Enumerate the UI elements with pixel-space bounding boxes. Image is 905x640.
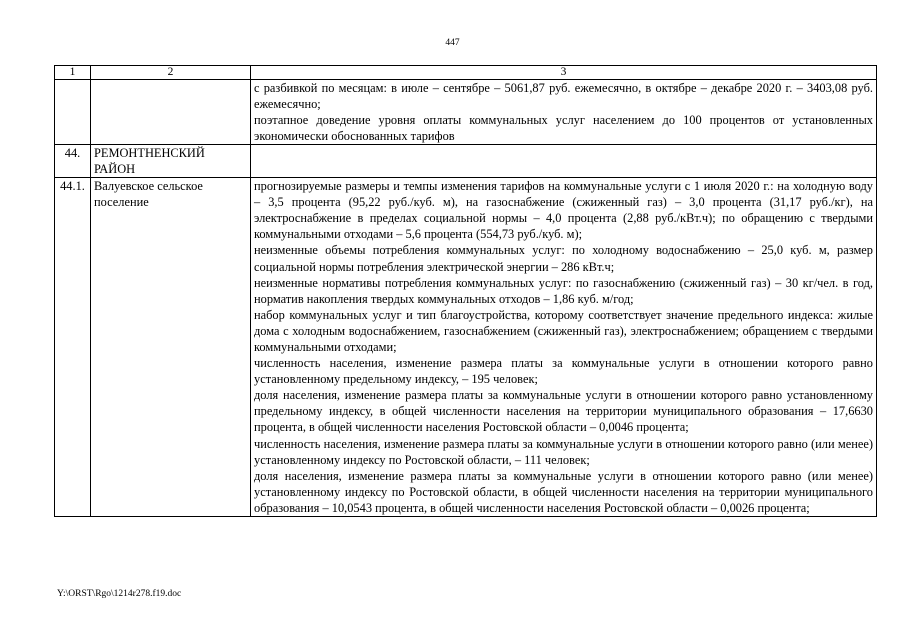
row-name: РЕМОНТНЕНСКИЙ РАЙОН: [91, 144, 251, 177]
content-paragraph: с разбивкой по месяцам: в июле – сентябре – 5061,87 руб. ежемесячно, в октябре – декабре 2020 г. – 3403,08 руб. ежемесячно;: [254, 80, 873, 111]
content-paragraph: неизменные объемы потребления коммунальных услуг: по холодному водоснабжению – 25,0 куб. м, размер социальной нормы потребления электрической энергии – 286 кВт.ч;: [254, 243, 873, 274]
content-paragraph: доля населения, изменение размера платы за коммунальные услуги в отношении которого равно (или менее) установленному индексу по Ростовской области, в общей численности населения на территории муниципального образования – 10,0543 процента, в общей численности населения Ростовской области – 0,0026 процента;: [254, 468, 873, 515]
row-name: Валуевское сельское поселение: [91, 178, 251, 517]
document-table: [54, 65, 877, 517]
row-content: [251, 144, 877, 177]
row-name: [91, 79, 251, 144]
row-content: [251, 79, 877, 144]
content-paragraph: прогнозируемые размеры и темпы изменения тарифов на коммунальные услуги с 1 июля 2020 г.: на холодную воду – 3,5 процента (95,22 руб./куб. м), на газоснабжение (сжиженный газ) – 3,0 процента (31,17 руб./кг), на электроснабжение в пределах социальной нормы – 4,0 процента (2,88 руб./кВт.ч); по обращению с твердыми коммунальными отходами – 5,6 процента (554,73 руб./куб. м);: [254, 179, 873, 242]
content-paragraph: численность населения, изменение размера платы за коммунальные услуги в отношении которого равно установленному предельному индексу, – 195 человек;: [254, 356, 873, 387]
column-header-2: 2: [91, 66, 251, 80]
file-path-footer: Y:\ORST\Rgo\1214r278.f19.doc: [57, 589, 182, 599]
table-row: [55, 144, 877, 177]
table-row: [55, 178, 877, 517]
table-header-row: [55, 66, 877, 80]
row-number: 44.: [55, 144, 91, 177]
row-content: [251, 178, 877, 517]
content-paragraph: неизменные нормативы потребления коммунальных услуг: по газоснабжению (сжиженный газ) – 30 кг/чел. в год, норматив накопления твердых коммунальных отходов – 1,86 куб. м/год;: [254, 275, 873, 306]
column-header-3: 3: [251, 66, 877, 80]
content-paragraph: доля населения, изменение размера платы за коммунальные услуги в отношении которого равно установленному предельному индексу, в общей численности населения на территории муниципального образования – 17,6630 процента, в общей численности населения Ростовской области – 0,0046 процента;: [254, 388, 873, 435]
table-row: [55, 79, 877, 144]
column-header-1: 1: [55, 66, 91, 80]
row-number: [55, 79, 91, 144]
content-paragraph: набор коммунальных услуг и тип благоустройства, которому соответствует значение предельного индекса: жилые дома с холодным водоснабжением, газоснабжением (сжиженный газ), электроснабжением; обращением с твердыми коммунальными отходами;: [254, 307, 873, 354]
row-number: 44.1.: [55, 178, 91, 517]
page-number: 447: [445, 38, 460, 48]
content-paragraph: численность населения, изменение размера платы за коммунальные услуги в отношении которого равно (или менее) установленному индексу по Ростовской области, – 111 человек;: [254, 436, 873, 467]
content-paragraph: поэтапное доведение уровня оплаты коммунальных услуг населением до 100 процентов от установленных экономически обоснованных тарифов: [254, 112, 873, 143]
